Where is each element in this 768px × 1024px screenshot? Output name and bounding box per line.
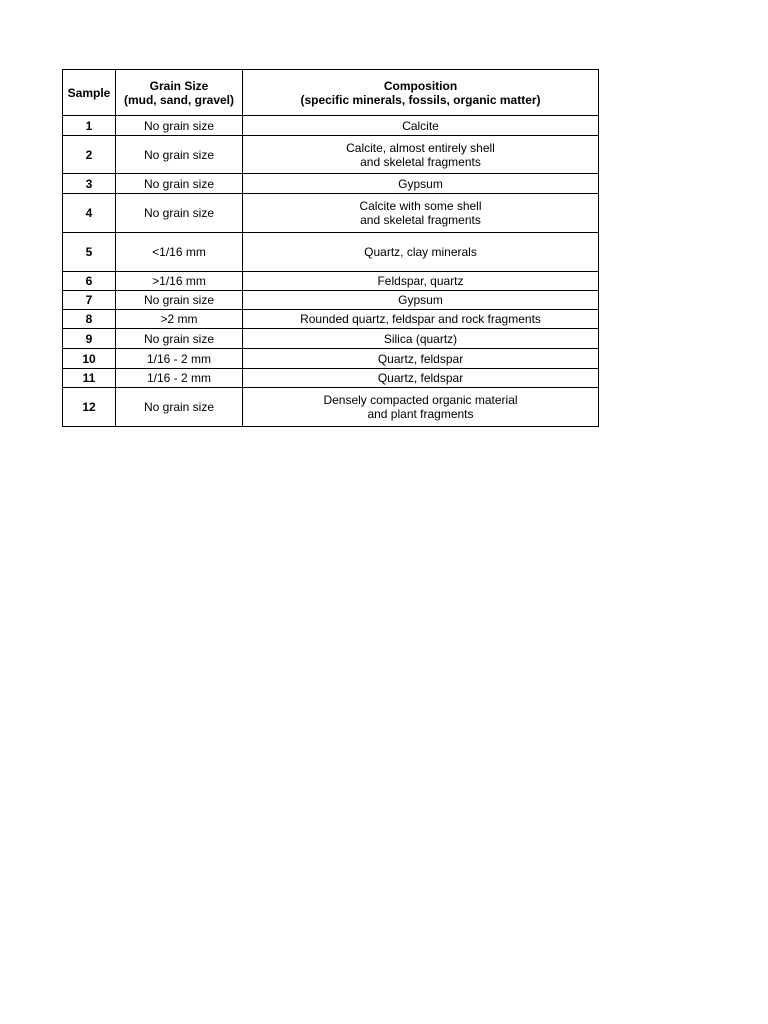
grain-size-cell: <1/16 mm: [116, 233, 243, 272]
composition-cell: Quartz, feldspar: [243, 349, 599, 369]
sample-cell: 4: [63, 194, 116, 233]
sample-cell: 1: [63, 116, 116, 136]
table-row: [63, 291, 599, 310]
table-row: [63, 194, 599, 233]
grain-size-cell: No grain size: [116, 388, 243, 427]
table-row: [63, 272, 599, 291]
sample-cell: 9: [63, 329, 116, 349]
grain-size-cell: No grain size: [116, 291, 243, 310]
sample-cell: 2: [63, 136, 116, 174]
grain-size-cell: >2 mm: [116, 310, 243, 329]
table-body: [63, 116, 599, 427]
table-row: [63, 369, 599, 388]
sample-cell: 10: [63, 349, 116, 369]
grain-size-cell: No grain size: [116, 194, 243, 233]
composition-cell: Quartz, feldspar: [243, 369, 599, 388]
table-row: [63, 116, 599, 136]
composition-cell: Calcite, almost entirely shell and skeletal fragments: [243, 136, 599, 174]
table-header: [63, 70, 599, 116]
grain-size-cell: No grain size: [116, 136, 243, 174]
grain-size-cell: No grain size: [116, 174, 243, 194]
sample-cell: 11: [63, 369, 116, 388]
table-row: [63, 233, 599, 272]
table-row: [63, 388, 599, 427]
grain-size-cell: No grain size: [116, 329, 243, 349]
composition-cell: Rounded quartz, feldspar and rock fragments: [243, 310, 599, 329]
composition-cell: Calcite: [243, 116, 599, 136]
composition-cell: Densely compacted organic material and plant fragments: [243, 388, 599, 427]
header-sample: Sample: [63, 70, 116, 116]
sample-table: [62, 69, 599, 427]
sample-cell: 8: [63, 310, 116, 329]
header-row: [63, 70, 599, 116]
sample-cell: 7: [63, 291, 116, 310]
header-composition: Composition (specific minerals, fossils, organic matter): [243, 70, 599, 116]
table-row: [63, 174, 599, 194]
sample-cell: 12: [63, 388, 116, 427]
grain-size-cell: 1/16 - 2 mm: [116, 369, 243, 388]
table-row: [63, 329, 599, 349]
sample-cell: 3: [63, 174, 116, 194]
composition-cell: Feldspar, quartz: [243, 272, 599, 291]
table-row: [63, 136, 599, 174]
sample-cell: 5: [63, 233, 116, 272]
composition-cell: Calcite with some shell and skeletal fragments: [243, 194, 599, 233]
grain-size-cell: No grain size: [116, 116, 243, 136]
composition-cell: Silica (quartz): [243, 329, 599, 349]
composition-cell: Gypsum: [243, 291, 599, 310]
sample-cell: 6: [63, 272, 116, 291]
composition-cell: Quartz, clay minerals: [243, 233, 599, 272]
composition-cell: Gypsum: [243, 174, 599, 194]
table-row: [63, 349, 599, 369]
table-row: [63, 310, 599, 329]
grain-size-cell: 1/16 - 2 mm: [116, 349, 243, 369]
grain-size-cell: >1/16 mm: [116, 272, 243, 291]
header-grain-size: Grain Size (mud, sand, gravel): [116, 70, 243, 116]
